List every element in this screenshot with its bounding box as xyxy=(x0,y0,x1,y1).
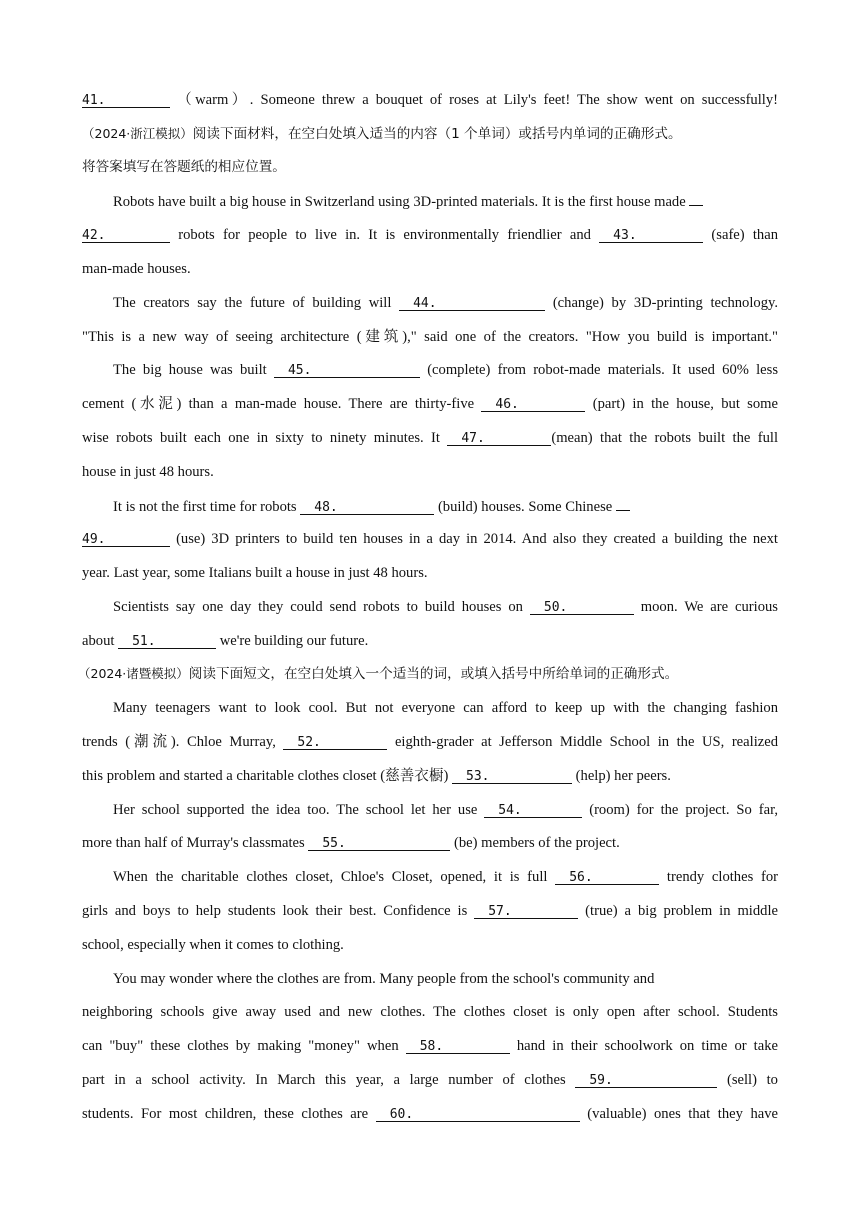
answer-blank-60[interactable]: 60. xyxy=(376,1103,580,1122)
answer-blank-47[interactable]: 47. xyxy=(447,427,551,446)
answer-blank-51[interactable]: 51. xyxy=(118,630,216,649)
answer-blank-52[interactable]: 52. xyxy=(283,731,387,750)
answer-blank-43[interactable]: 43. xyxy=(599,224,703,243)
text-line: 49. (use) 3D printers to build ten houses in a day in 2014. And also they created a building the next xyxy=(82,527,778,551)
text-line: neighboring schools give away used and new clothes. The clothes closet is only open after school. Students xyxy=(82,1004,778,1020)
answer-blank-44[interactable]: 44. xyxy=(399,292,545,311)
answer-blank-45[interactable]: 45. xyxy=(274,359,420,378)
text-line: "This is a new way of seeing architecture (建筑)," said one of the creators. "How you build is important." xyxy=(82,329,778,345)
answer-blank-42[interactable]: 42. xyxy=(82,224,170,243)
text-line: The creators say the future of building will 44. (change) by 3D-printing technology. xyxy=(113,291,778,315)
text-line: more than half of Murray's classmates 55. (be) members of the project. xyxy=(82,831,778,855)
answer-blank-53[interactable]: 53. xyxy=(452,765,572,784)
answer-blank-58[interactable]: 58. xyxy=(406,1035,510,1054)
text-line: school, especially when it comes to clothing. xyxy=(82,937,344,953)
answer-blank-56[interactable]: 56. xyxy=(555,866,659,885)
text-line: 42. robots for people to live in. It is environmentally friendlier and 43. (safe) than xyxy=(82,223,778,247)
blank-stub xyxy=(689,189,703,206)
blank-stub xyxy=(616,494,630,511)
text-line: Her school supported the idea too. The school let her use 54. (room) for the project. So far, xyxy=(113,798,778,822)
answer-blank-49[interactable]: 49. xyxy=(82,528,170,547)
text-line: When the charitable clothes closet, Chloe's Closet, opened, it is full 56. trendy clothes for xyxy=(113,865,778,889)
text-line: about 51. we're building our future. xyxy=(82,629,778,653)
answer-blank-57[interactable]: 57. xyxy=(474,900,578,919)
text-line: Robots have built a big house in Switzerland using 3D-printed materials. It is the first house made xyxy=(113,189,778,213)
text-line: trends (潮流). Chloe Murray, 52. eighth-grader at Jefferson Middle School in the US, realized xyxy=(82,730,778,754)
source-tag: （2024·诸暨模拟） xyxy=(78,666,189,681)
text-line: man-made houses. xyxy=(82,261,191,277)
text-line: It is not the first time for robots 48. (build) houses. Some Chinese xyxy=(113,494,680,518)
text-line: wise robots built each one in sixty to ninety minutes. It 47. (mean) that the robots built the full xyxy=(82,426,778,450)
answer-blank-48[interactable]: 48. xyxy=(300,496,434,515)
text-line: house in just 48 hours. xyxy=(82,464,214,480)
text-line: cement (水泥) than a man-made house. There are thirty-five 46. (part) in the house, but some xyxy=(82,392,778,416)
answer-blank-46[interactable]: 46. xyxy=(481,393,585,412)
text-line: girls and boys to help students look their best. Confidence is 57. (true) a big problem in middle xyxy=(82,899,778,923)
text-line: Many teenagers want to look cool. But not everyone can afford to keep up with the changing fashion xyxy=(113,700,778,716)
answer-blank-59[interactable]: 59. xyxy=(575,1069,717,1088)
text-line: part in a school activity. In March this year, a large number of clothes 59. (sell) to xyxy=(82,1068,778,1092)
text-line: 41. （warm）. Someone threw a bouquet of roses at Lily's feet! The show went on successfully! xyxy=(82,88,778,112)
source-tag: （2024·浙江模拟） xyxy=(82,126,193,141)
text-line: Scientists say one day they could send robots to build houses on 50. moon. We are curious xyxy=(113,595,778,619)
answer-blank-41[interactable]: 41. xyxy=(82,89,170,108)
answer-blank-50[interactable]: 50. xyxy=(530,596,634,615)
answer-blank-55[interactable]: 55. xyxy=(308,832,450,851)
section-instruction: 将答案填写在答题纸的相应位置。 xyxy=(82,159,286,175)
text-line: this problem and started a charitable clothes closet (慈善衣橱) 53. (help) her peers. xyxy=(82,764,778,788)
text-line: The big house was built 45. (complete) from robot-made materials. It used 60% less xyxy=(113,358,778,382)
text-line: You may wonder where the clothes are from. Many people from the school's community and xyxy=(113,971,655,987)
answer-blank-54[interactable]: 54. xyxy=(484,799,582,818)
text-line: can "buy" these clothes by making "money" when 58. hand in their schoolwork on time or take xyxy=(82,1034,778,1058)
section-instruction: （2024·诸暨模拟）阅读下面短文，在空白处填入一个适当的词，或填入括号中所给单词的正确形式。 xyxy=(78,666,679,682)
section-instruction: （2024·浙江模拟）阅读下面材料，在空白处填入适当的内容（1 个单词）或括号内单词的正确形式。 xyxy=(82,126,682,142)
text-line: students. For most children, these clothes are 60. (valuable) ones that they have xyxy=(82,1102,778,1126)
text-line: year. Last year, some Italians built a house in just 48 hours. xyxy=(82,565,428,581)
